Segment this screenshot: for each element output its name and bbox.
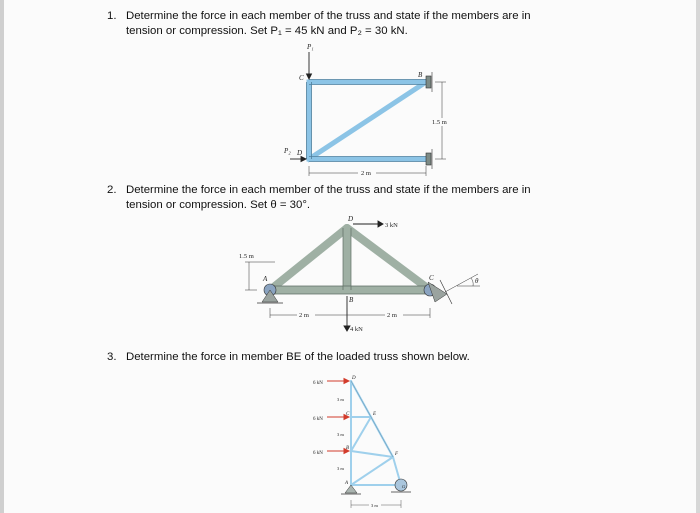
truss-3-members (351, 381, 401, 485)
problem-2-text-line2: tension or compression. Set θ = 30°. (126, 199, 311, 211)
dimension-height-label: 1.5 m (432, 119, 447, 126)
node-c-label: C (346, 412, 350, 417)
node-f-label: F (395, 452, 399, 457)
member-dc (347, 228, 430, 290)
dimension-2-label: 3 m (337, 432, 344, 437)
dimension-3-label: 3 m (337, 466, 344, 471)
node-e-label: E (373, 412, 377, 417)
load-p2-arrow (290, 157, 306, 162)
page-right-edge (696, 0, 700, 513)
node-g-label: G (402, 484, 406, 489)
problem-3-number: 3. (107, 351, 117, 363)
load-4kn-label: 4 kN (350, 326, 363, 333)
angle-theta-label: θ (475, 277, 479, 285)
load-3kn-arrow (353, 221, 383, 227)
dimension-bottom (270, 308, 430, 318)
load-3-label: 6 kN (313, 451, 323, 456)
dimension-1-label: 3 m (337, 397, 344, 402)
page-left-edge (0, 0, 4, 513)
support-a-pin (341, 485, 361, 494)
load-p1-arrow (307, 52, 312, 79)
load-1-label: 6 kN (313, 381, 323, 386)
problem-2-text (126, 183, 606, 213)
node-a-label: A (345, 481, 349, 486)
node-d-label: D (352, 376, 356, 381)
node-c-label: C (429, 274, 434, 282)
figure-1-truss (270, 42, 470, 182)
problem-3-text (126, 350, 606, 365)
node-a-label: A (263, 275, 268, 283)
member-db (309, 82, 426, 159)
dimension-left-label: 2 m (299, 312, 309, 319)
problem-1-number: 1. (107, 10, 117, 22)
dimension-bottom-label: 3 m (371, 503, 378, 508)
problem-2-number: 2. (107, 184, 117, 196)
dimension-width-label: 2 m (361, 170, 371, 177)
support-c-pin (424, 280, 452, 304)
truss-1-members (309, 82, 426, 159)
problem-3-text-line1: Determine the force in member BE of the loaded truss shown below. (126, 351, 470, 363)
problem-1-text-line1: Determine the force in each member of the truss and state if the members are in (126, 10, 531, 22)
support-a (426, 149, 432, 169)
member-bf (351, 451, 393, 457)
truss-2-members (270, 228, 430, 290)
load-3kn-label: 3 kN (385, 222, 398, 229)
load-p1-label: P₁ (307, 43, 314, 51)
node-b-label: B (418, 71, 423, 79)
node-d-label: D (348, 215, 354, 223)
problem-1-text (126, 9, 606, 39)
node-d-label: D (297, 149, 303, 157)
problem-1-text-line2: tension or compression. Set P₁ = 45 kN and P₂ = 30 kN. (126, 25, 408, 37)
dimension-right-label: 2 m (387, 312, 397, 319)
load-1-arrow (327, 379, 349, 384)
figure-2-truss (235, 212, 495, 337)
load-p2-label: P₂ (284, 147, 291, 155)
node-c-label: C (299, 74, 304, 82)
member-af (351, 457, 393, 485)
figure-3-truss (305, 373, 425, 511)
node-b-label: B (349, 296, 354, 304)
load-2-label: 6 kN (313, 417, 323, 422)
dimension-height-label: 1.5 m (239, 253, 254, 260)
member-be (351, 417, 371, 451)
support-b (426, 72, 432, 92)
problem-2-text-line1: Determine the force in each member of the truss and state if the members are in (126, 184, 531, 196)
member-ad (270, 228, 347, 290)
node-b-label: B (346, 446, 350, 451)
